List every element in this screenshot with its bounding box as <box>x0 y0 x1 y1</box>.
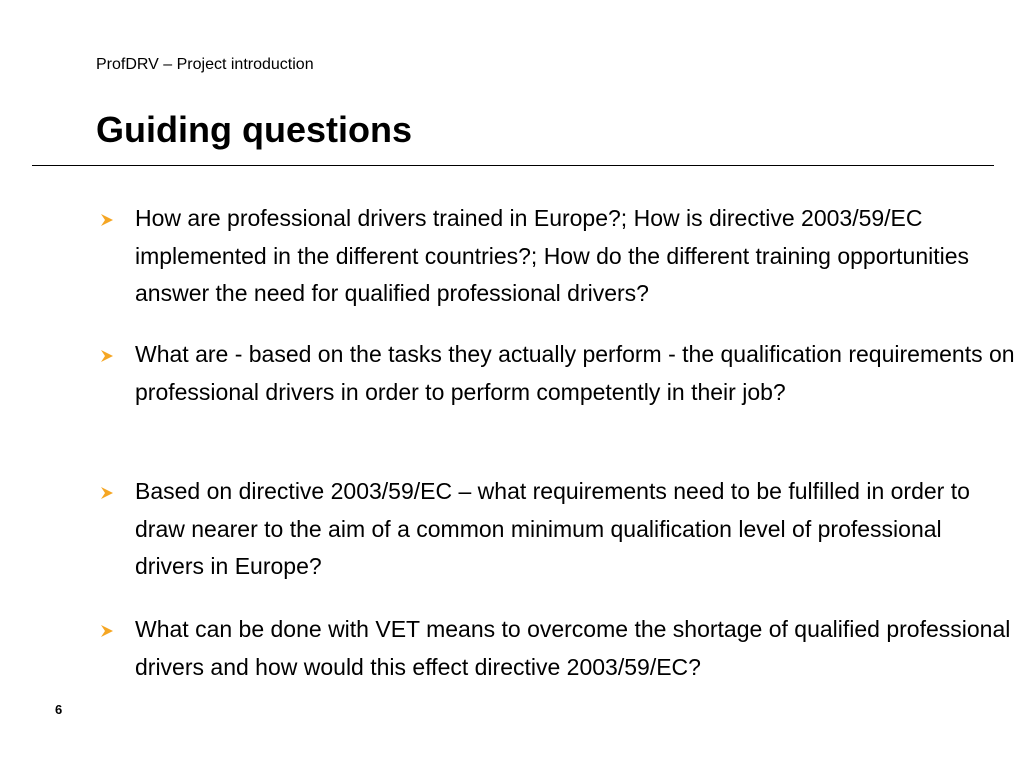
arrow-bullet-icon <box>99 485 115 501</box>
bullet-text: How are professional drivers trained in Europe?; How is directive 2003/59/EC implemented in the different countries?; How do the different training opportunities answer the need for qualified professional drivers? <box>135 205 970 306</box>
arrow-bullet-icon <box>99 348 115 364</box>
bullet-item <box>96 336 1015 411</box>
bullet-text: Based on directive 2003/59/EC – what requirements need to be fulfilled in order to draw nearer to the aim of a common minimum qualification level of professional drivers in Europe? <box>135 478 970 579</box>
bullet-text: What are - based on the tasks they actually perform - the qualification requirements on professional drivers in order to perform competently in their job? <box>135 341 1015 405</box>
slide-title: Guiding questions <box>96 109 412 150</box>
slide-subtitle: ProfDRV – Project introduction <box>96 56 314 73</box>
arrow-bullet-icon <box>99 623 115 639</box>
title-divider <box>32 165 994 166</box>
page-number: 6 <box>55 702 63 717</box>
arrow-bullet-icon <box>99 212 115 228</box>
bullet-item <box>96 200 1015 313</box>
bullet-item <box>96 473 1015 586</box>
bullet-text: What can be done with VET means to overcome the shortage of qualified professional drivers and how would this effect directive 2003/59/EC? <box>135 616 1011 680</box>
bullet-item <box>96 611 1015 686</box>
